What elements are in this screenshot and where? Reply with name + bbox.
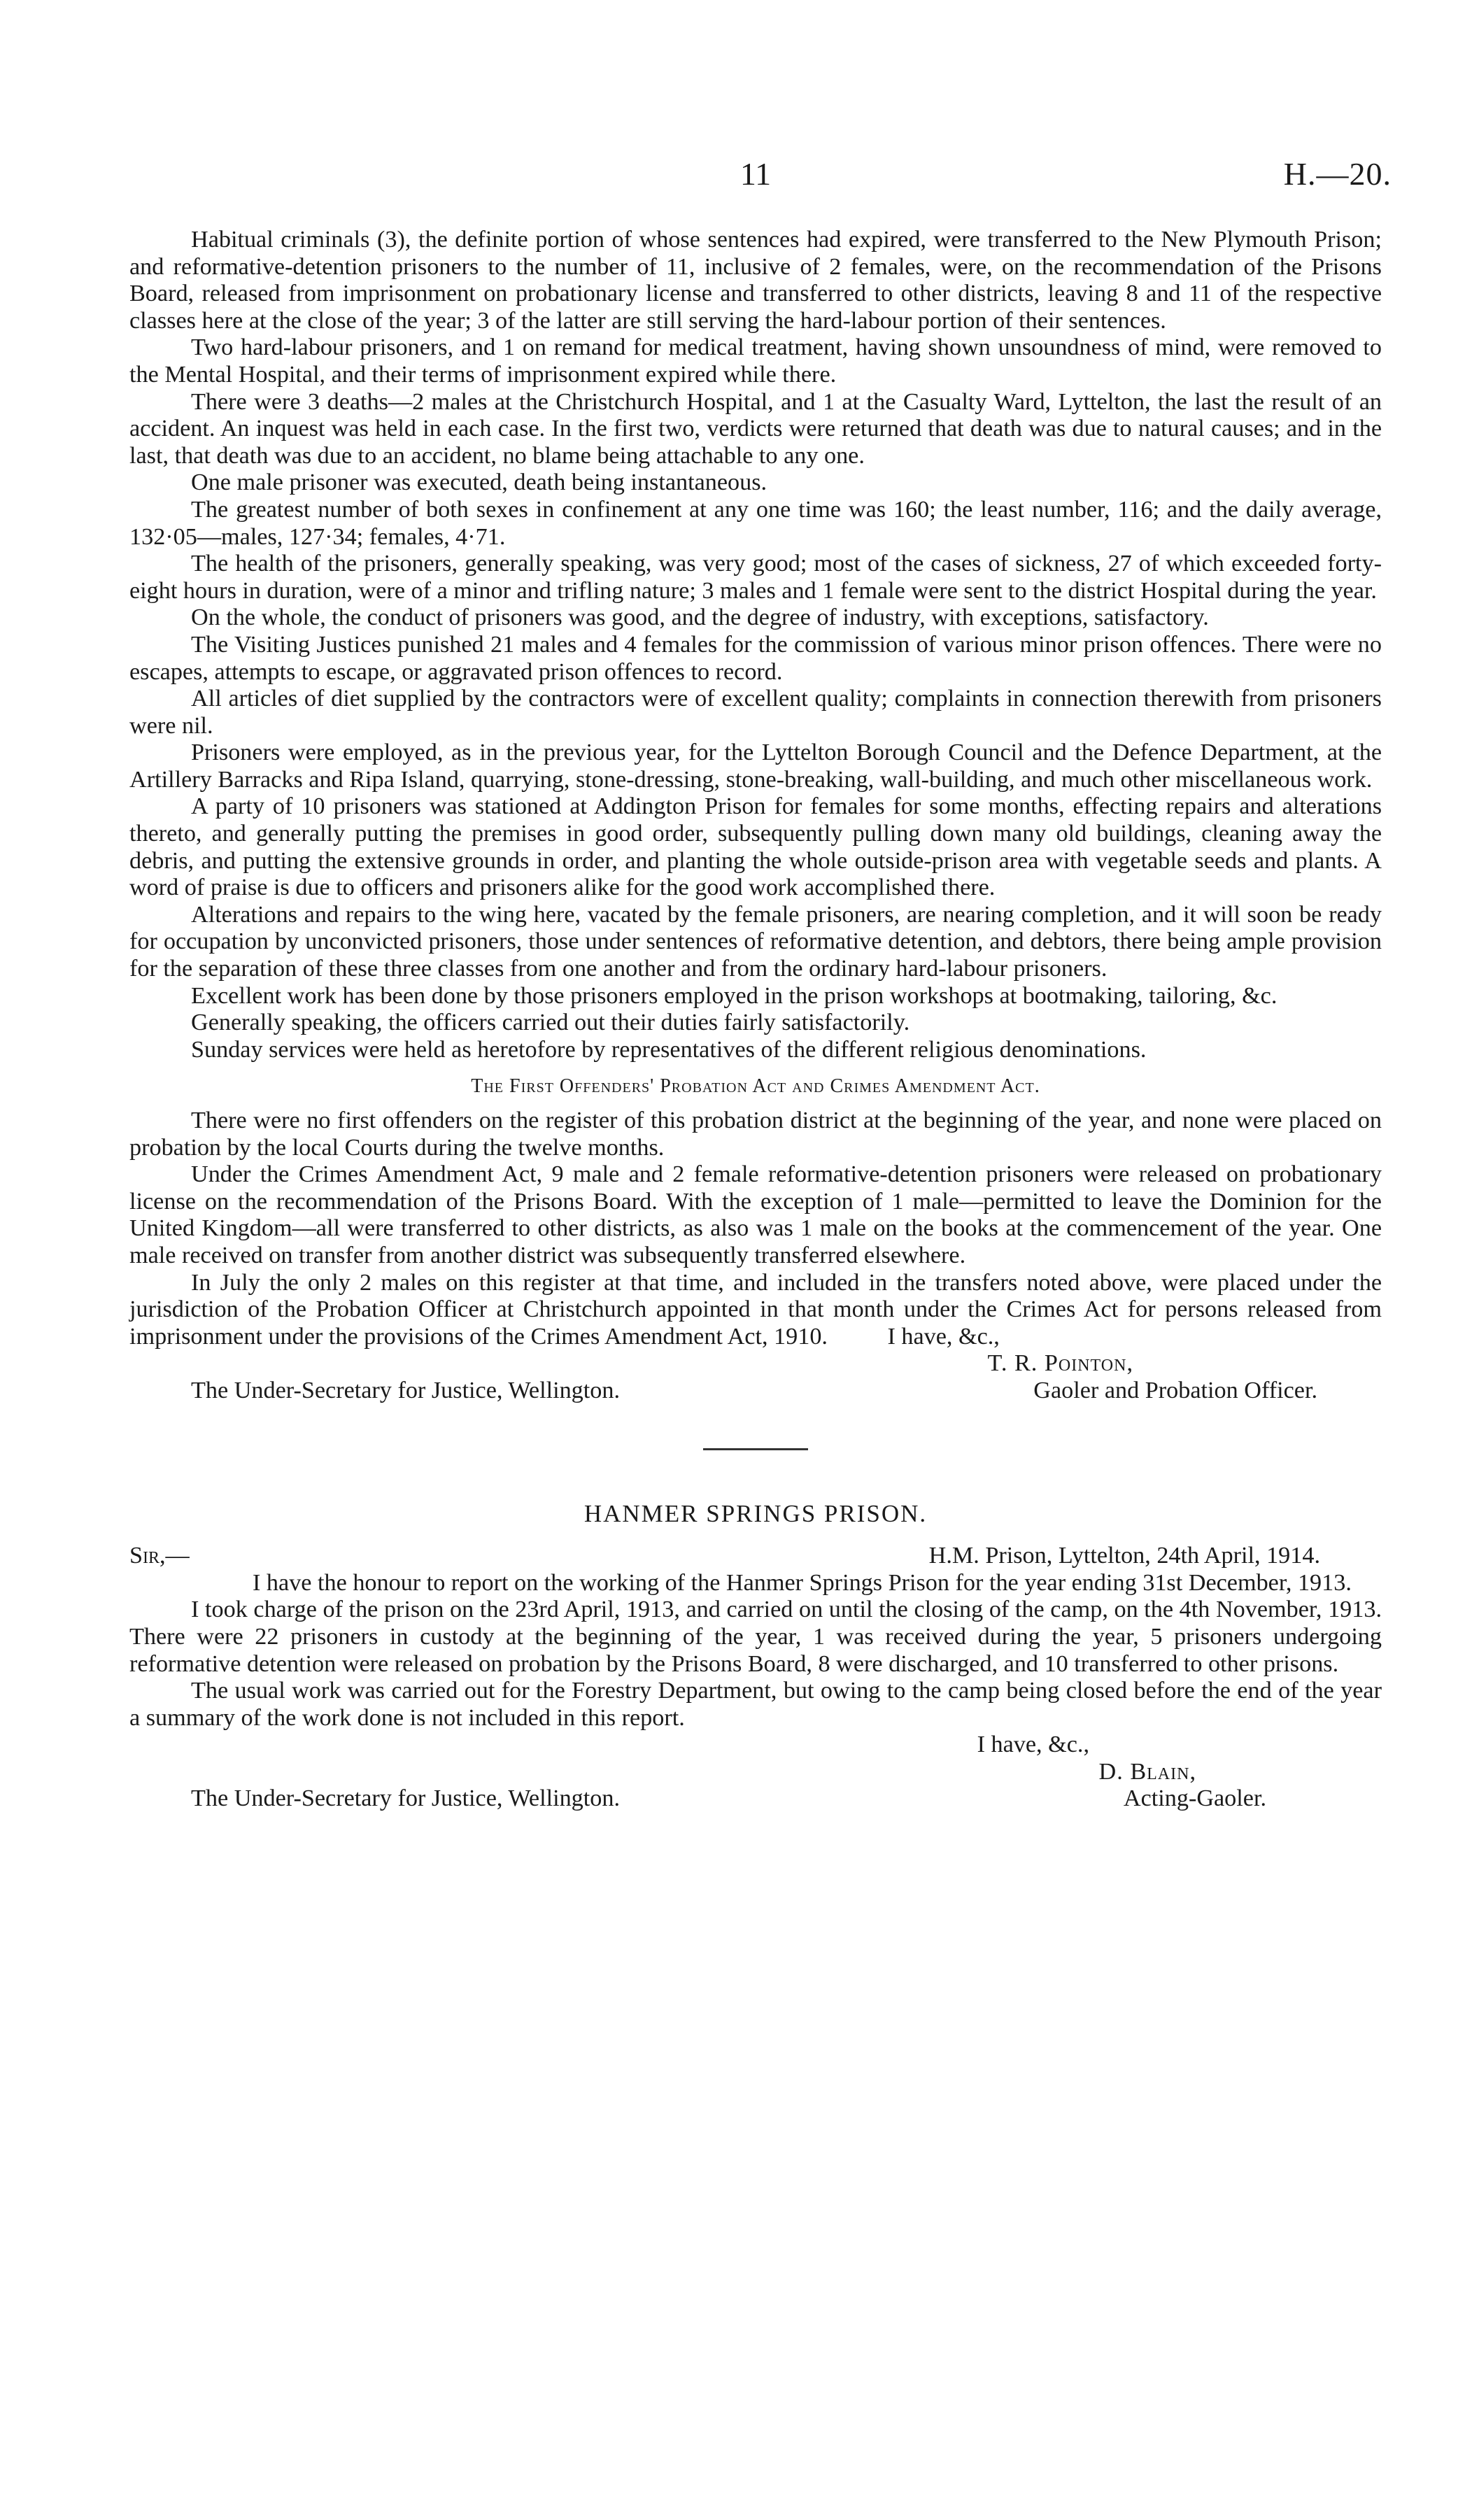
document-reference: H.—20. (1283, 156, 1392, 192)
paragraph-mental-hospital: Two hard-labour prisoners, and 1 on remand for medical treatment, having shown unsoundness of mind, were removed to the Mental Hospital, and their terms of imprisonment expired while there. (129, 334, 1382, 388)
july-transfer-text: In July the only 2 males on this register at that time, and included in the transfers noted above, were placed under the jurisdiction of the Probation Officer at Christchurch appointed in that month under the Crimes Act for persons released from imprisonment under the provisions of the Crimes Amendment Act, 1910. (129, 1269, 1382, 1350)
hanmer-signature (129, 1759, 1382, 1786)
paragraph-first-offenders: There were no first offenders on the register of this probation district at the beginning of the year, and none were placed on probation by the local Courts during the twelve months. (129, 1107, 1382, 1161)
paragraph-diet: All articles of diet supplied by the contractors were of excellent quality; complaints in connection therewith from prisoners were nil. (129, 686, 1382, 739)
paragraph-habitual-criminals: Habitual criminals (3), the definite portion of whose sentences had expired, were transferred to the New Plymouth Prison; and reformative-detention prisoners to the number of 11, inclusive of 2 females, were, on the recommendation of the Prisons Board, released from imprisonment on probationary license and transferred to other districts, leaving 8 and 11 of the respective classes here at the close of the year; 3 of the latter are still serving the hard-labour portion of their sentences. (129, 227, 1382, 334)
sender-address: H.M. Prison, Lyttelton, 24th April, 1914. (928, 1543, 1320, 1569)
paragraph-workshops: Excellent work has been done by those prisoners employed in the prison workshops at bootmaking, tailoring, &c. (191, 982, 1278, 1009)
probation-section-heading (129, 1073, 1382, 1100)
paragraph-took-charge: I took charge of the prison on the 23rd April, 1913, and carried on until the closing of the camp, on the 4th November, 1913. There were 22 prisoners in custody at the beginning of the year, 1 was received during the year, 5 prisoners undergoing reformative detention were released on probation by the Prisons Board, 8 were discharged, and 10 transferred to other prisons. (129, 1597, 1382, 1677)
hanmer-signatory-title: Acting-Gaoler. (1123, 1785, 1266, 1812)
paragraph-alterations: Alterations and repairs to the wing here, vacated by the female prisoners, are nearing completion, and it will soon be ready for occupation by unconvicted prisoners, those under sentences of reformative detention, and debtors, there being ample provision for the separation of these three classes from one another and from the ordinary hard-labour prisoners. (129, 901, 1382, 982)
probation-signatory-title: Gaoler and Probation Officer. (1033, 1377, 1317, 1403)
hanmer-closing-text: I have, &c., (977, 1732, 1089, 1758)
paragraph-execution: One male prisoner was executed, death being instantaneous. (191, 469, 767, 496)
paragraph-health: The health of the prisoners, generally speaking, was very good; most of the cases of sickness, 27 of which exceeded forty-eight hours in duration, were of a minor and trifling nature; 3 males and 1 female were sent to the district Hospital during the year. (129, 551, 1382, 604)
hanmer-recipient: The Under-Secretary for Justice, Wellington. (191, 1785, 621, 1812)
paragraph-addington-party: A party of 10 prisoners was stationed at Addington Prison for females for some months, effecting repairs and alterations thereto, and generally putting the premises in good order, subsequently pulling down many old buildings, cleaning away the debris, and putting the extensive grounds in order, and planting the whole outside-prison area with vegetable seeds and plants. A word of praise is due to officers and prisoners alike for the good work accomplished there. (129, 793, 1382, 901)
report-body (129, 227, 1382, 1813)
paragraph-sunday-services: Sunday services were held as heretofore by representatives of the different religious denominations. (191, 1036, 1147, 1063)
paragraph-july-transfer (129, 1270, 1382, 1351)
paragraph-deaths: There were 3 deaths—2 males at the Christchurch Hospital, and 1 at the Casualty Ward, Lyttelton, the last the result of an accident. An inquest was held in each case. In the first two, verdicts were returned that death was due to natural causes; and in the last, that death was due to an accident, no blame being attachable to any one. (129, 388, 1382, 469)
hanmer-sign-off-row (129, 1785, 1382, 1813)
hanmer-salutation-row (129, 1543, 1382, 1570)
hanmer-section-heading: HANMER SPRINGS PRISON. (583, 1499, 928, 1527)
paragraph-crimes-amendment: Under the Crimes Amendment Act, 9 male and 2 female reformative-detention prisoners were released on probationary license on the recommendation of the Prisons Board. With the exception of 1 male—permitted to leave the Dominion for the United Kingdom—all were transferred to other districts, as also was 1 male on the books at the commencement of the year. One male received on transfer from another district was subsequently transferred elsewhere. (129, 1161, 1382, 1268)
paragraph-punishments: The Visiting Justices punished 21 males and 4 females for the commission of various minor prison offences. There were no escapes, attempts to escape, or aggravated prison offences to record. (129, 631, 1382, 685)
paragraph-conduct: On the whole, the conduct of prisoners was good, and the degree of industry, with exceptions, satisfactory. (191, 604, 1209, 631)
probation-signatory-name: T. R. Pointon, (987, 1350, 1133, 1377)
paragraph-officers: Generally speaking, the officers carried out their duties fairly satisfactorily. (191, 1010, 910, 1036)
paragraph-employment: Prisoners were employed, as in the previous year, for the Lyttelton Borough Council and the Defence Department, at the Artillery Barracks and Ripa Island, quarrying, stone-dressing, stone-breaking, wall-building, and much other miscellaneous work. (129, 739, 1382, 793)
probation-sign-off-row (129, 1378, 1382, 1405)
probation-heading-text: The First Offenders' Probation Act and Crimes Amendment Act. (471, 1075, 1040, 1098)
page-number: 11 (740, 156, 772, 192)
paragraph-honour-to-report: I have the honour to report on the working of the Hanmer Springs Prison for the year ending 31st December, 1913. (253, 1569, 1352, 1596)
paragraph-forestry-work: The usual work was carried out for the Forestry Department, but owing to the camp being closed before the end of the year a summary of the work done is not included in this report. (129, 1678, 1382, 1731)
hanmer-signatory-name: D. Blain, (1098, 1758, 1196, 1785)
hanmer-closing (129, 1732, 1382, 1759)
probation-closing: I have, &c., (887, 1323, 1000, 1350)
probation-recipient: The Under-Secretary for Justice, Wellington. (191, 1377, 621, 1403)
probation-signature (129, 1350, 1382, 1378)
paragraph-numbers: The greatest number of both sexes in confinement at any one time was 160; the least number, 116; and the daily average, 132·05—males, 127·34; females, 4·71. (129, 496, 1382, 550)
section-divider (703, 1448, 808, 1450)
salutation: Sir,— (129, 1543, 190, 1569)
